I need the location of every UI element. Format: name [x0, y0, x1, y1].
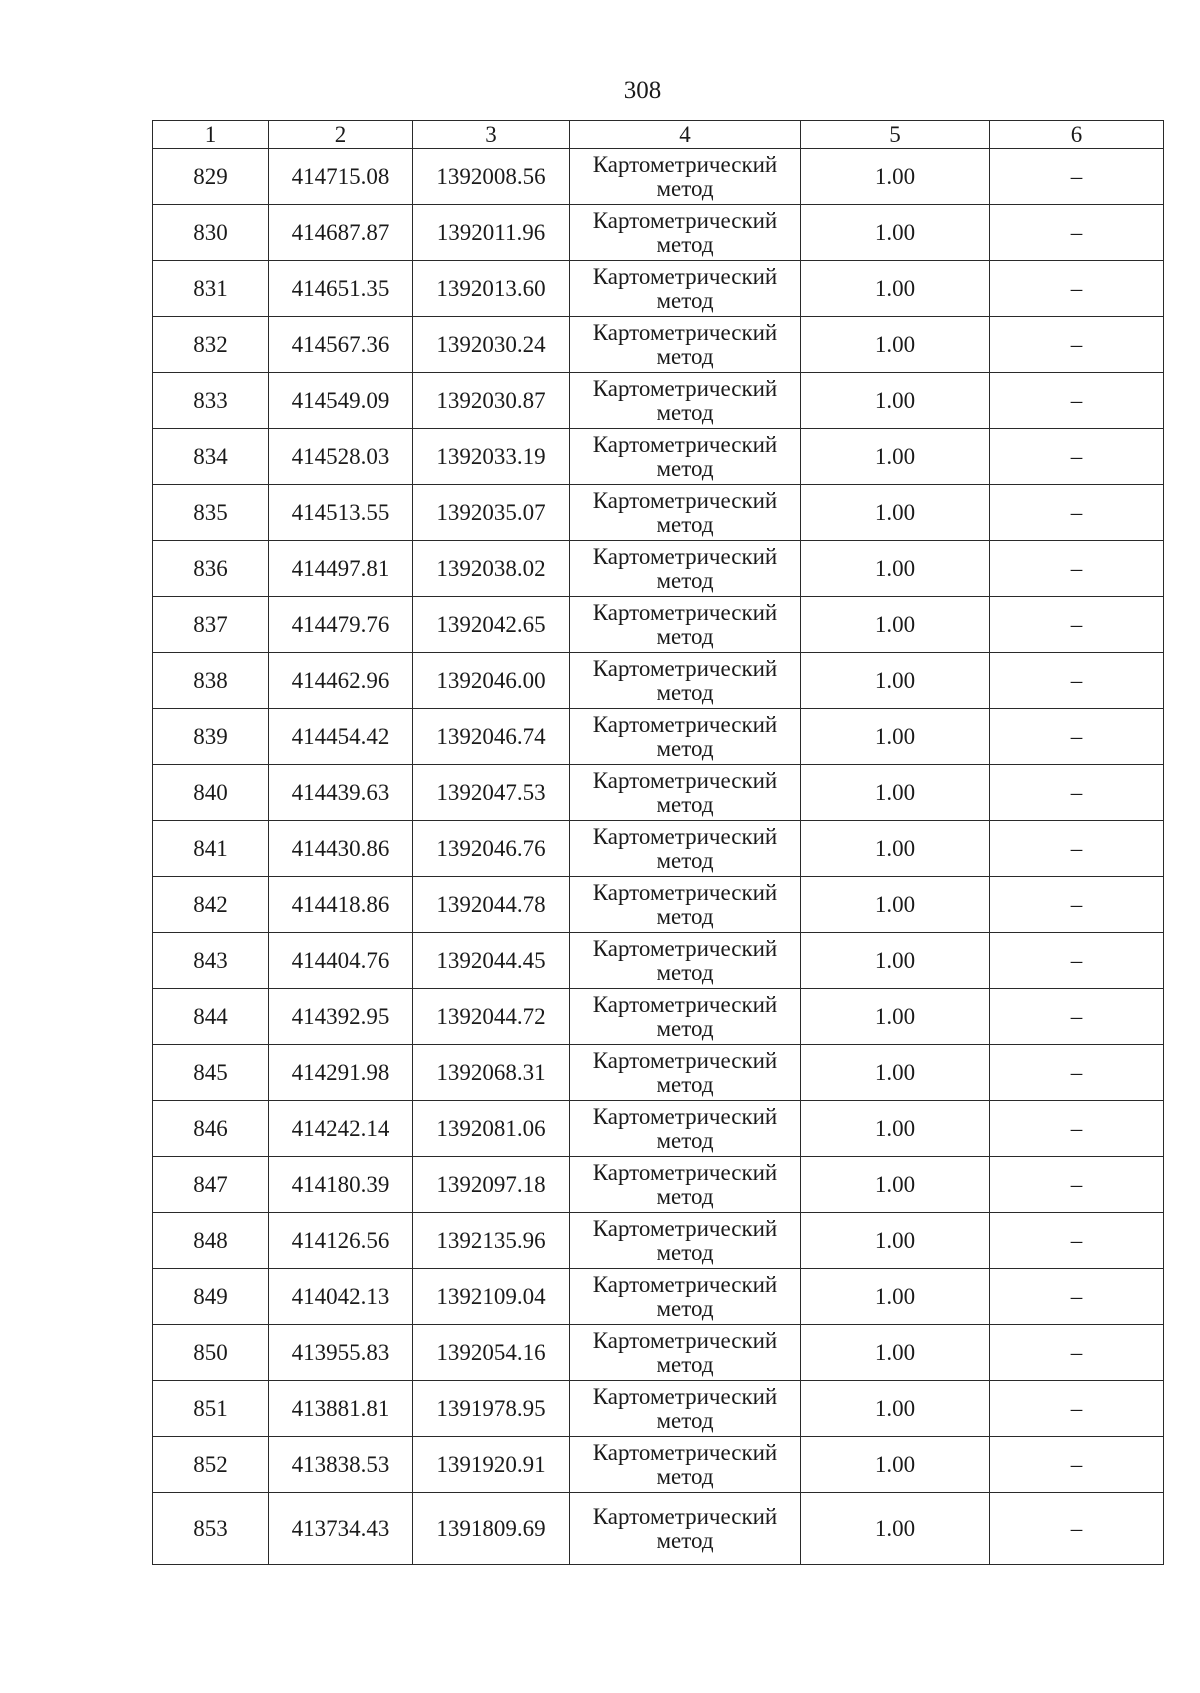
table-body [153, 149, 1164, 1565]
accuracy-cell: 1.00 [801, 1157, 990, 1213]
x-coordinate-cell: 414126.56 [269, 1213, 413, 1269]
method-cell [570, 1101, 801, 1157]
table-row [153, 261, 1164, 317]
note-cell: – [990, 1157, 1164, 1213]
method-line-1: Картометрический [592, 767, 778, 793]
method-cell [570, 205, 801, 261]
accuracy-cell: 1.00 [801, 317, 990, 373]
method-line-1: Картометрический [592, 319, 778, 345]
x-coordinate-cell: 414454.42 [269, 709, 413, 765]
method-line-2: метод [656, 847, 714, 873]
point-number-cell: 845 [153, 1045, 269, 1101]
x-coordinate-cell: 414418.86 [269, 877, 413, 933]
table-row [153, 373, 1164, 429]
point-number-cell: 843 [153, 933, 269, 989]
table-row [153, 765, 1164, 821]
table-row [153, 709, 1164, 765]
note-cell: – [990, 1493, 1164, 1565]
y-coordinate-cell: 1392030.24 [413, 317, 570, 373]
y-coordinate-cell: 1392135.96 [413, 1213, 570, 1269]
column-header-3: 3 [413, 121, 570, 149]
y-coordinate-cell: 1391920.91 [413, 1437, 570, 1493]
accuracy-cell: 1.00 [801, 933, 990, 989]
point-number-cell: 848 [153, 1213, 269, 1269]
method-line-1: Картометрический [592, 935, 778, 961]
point-number-cell: 830 [153, 205, 269, 261]
accuracy-cell: 1.00 [801, 429, 990, 485]
accuracy-cell: 1.00 [801, 205, 990, 261]
table-row [153, 989, 1164, 1045]
accuracy-cell: 1.00 [801, 989, 990, 1045]
method-line-1: Картометрический [592, 655, 778, 681]
method-line-2: метод [656, 1015, 714, 1041]
x-coordinate-cell: 414567.36 [269, 317, 413, 373]
table-row [153, 877, 1164, 933]
table-row [153, 149, 1164, 205]
accuracy-cell: 1.00 [801, 1325, 990, 1381]
x-coordinate-cell: 413734.43 [269, 1493, 413, 1565]
note-cell: – [990, 765, 1164, 821]
point-number-cell: 851 [153, 1381, 269, 1437]
accuracy-cell: 1.00 [801, 821, 990, 877]
method-line-1: Картометрический [592, 1327, 778, 1353]
method-line-1: Картометрический [592, 991, 778, 1017]
accuracy-cell: 1.00 [801, 261, 990, 317]
header-row [153, 121, 1164, 149]
table-row [153, 821, 1164, 877]
y-coordinate-cell: 1392068.31 [413, 1045, 570, 1101]
table-row [153, 429, 1164, 485]
method-cell [570, 1437, 801, 1493]
note-cell: – [990, 429, 1164, 485]
x-coordinate-cell: 414430.86 [269, 821, 413, 877]
method-line-1: Картометрический [592, 1439, 778, 1465]
x-coordinate-cell: 414479.76 [269, 597, 413, 653]
method-line-1: Картометрический [592, 879, 778, 905]
note-cell: – [990, 1213, 1164, 1269]
column-header-1: 1 [153, 121, 269, 149]
method-line-1: Картометрический [592, 711, 778, 737]
x-coordinate-cell: 414180.39 [269, 1157, 413, 1213]
accuracy-cell: 1.00 [801, 1213, 990, 1269]
method-cell [570, 821, 801, 877]
note-cell: – [990, 485, 1164, 541]
y-coordinate-cell: 1392038.02 [413, 541, 570, 597]
x-coordinate-cell: 414291.98 [269, 1045, 413, 1101]
method-cell [570, 1269, 801, 1325]
y-coordinate-cell: 1392046.00 [413, 653, 570, 709]
method-line-2: метод [656, 791, 714, 817]
x-coordinate-cell: 414404.76 [269, 933, 413, 989]
y-coordinate-cell: 1392081.06 [413, 1101, 570, 1157]
point-number-cell: 831 [153, 261, 269, 317]
method-cell [570, 1157, 801, 1213]
x-coordinate-cell: 414042.13 [269, 1269, 413, 1325]
coordinates-table [152, 120, 1164, 1565]
x-coordinate-cell: 414715.08 [269, 149, 413, 205]
accuracy-cell: 1.00 [801, 597, 990, 653]
x-coordinate-cell: 414513.55 [269, 485, 413, 541]
method-cell [570, 149, 801, 205]
method-line-1: Картометрический [592, 207, 778, 233]
x-coordinate-cell: 413955.83 [269, 1325, 413, 1381]
accuracy-cell: 1.00 [801, 1269, 990, 1325]
table-row [153, 1213, 1164, 1269]
note-cell: – [990, 709, 1164, 765]
y-coordinate-cell: 1392008.56 [413, 149, 570, 205]
point-number-cell: 852 [153, 1437, 269, 1493]
method-line-1: Картометрический [592, 1215, 778, 1241]
point-number-cell: 844 [153, 989, 269, 1045]
note-cell: – [990, 1381, 1164, 1437]
method-line-1: Картометрический [592, 263, 778, 289]
method-line-2: метод [656, 175, 714, 201]
y-coordinate-cell: 1392109.04 [413, 1269, 570, 1325]
table-row [153, 1325, 1164, 1381]
note-cell: – [990, 317, 1164, 373]
method-line-2: метод [656, 1295, 714, 1321]
note-cell: – [990, 1045, 1164, 1101]
y-coordinate-cell: 1392046.74 [413, 709, 570, 765]
method-line-2: метод [656, 623, 714, 649]
method-cell [570, 261, 801, 317]
method-line-1: Картометрический [592, 823, 778, 849]
point-number-cell: 841 [153, 821, 269, 877]
method-line-1: Картометрический [592, 431, 778, 457]
accuracy-cell: 1.00 [801, 765, 990, 821]
method-line-1: Картометрический [592, 1271, 778, 1297]
column-header-2: 2 [269, 121, 413, 149]
y-coordinate-cell: 1392046.76 [413, 821, 570, 877]
method-cell [570, 989, 801, 1045]
method-line-2: метод [656, 1183, 714, 1209]
note-cell: – [990, 261, 1164, 317]
point-number-cell: 850 [153, 1325, 269, 1381]
accuracy-cell: 1.00 [801, 1045, 990, 1101]
table-row [153, 1045, 1164, 1101]
method-line-2: метод [656, 1351, 714, 1377]
note-cell: – [990, 1269, 1164, 1325]
point-number-cell: 853 [153, 1493, 269, 1565]
method-cell [570, 541, 801, 597]
method-line-2: метод [656, 1407, 714, 1433]
method-cell [570, 1381, 801, 1437]
table-row [153, 205, 1164, 261]
method-cell [570, 1325, 801, 1381]
note-cell: – [990, 989, 1164, 1045]
y-coordinate-cell: 1392033.19 [413, 429, 570, 485]
y-coordinate-cell: 1392042.65 [413, 597, 570, 653]
method-line-2: метод [656, 1071, 714, 1097]
method-cell [570, 709, 801, 765]
note-cell: – [990, 373, 1164, 429]
method-line-2: метод [656, 679, 714, 705]
method-line-1: Картометрический [592, 1159, 778, 1185]
table-row [153, 485, 1164, 541]
table-row [153, 653, 1164, 709]
table-header [153, 121, 1164, 149]
note-cell: – [990, 1101, 1164, 1157]
x-coordinate-cell: 413838.53 [269, 1437, 413, 1493]
x-coordinate-cell: 414242.14 [269, 1101, 413, 1157]
column-header-4: 4 [570, 121, 801, 149]
note-cell: – [990, 205, 1164, 261]
column-header-5: 5 [801, 121, 990, 149]
method-line-1: Картометрический [592, 1047, 778, 1073]
accuracy-cell: 1.00 [801, 149, 990, 205]
y-coordinate-cell: 1392054.16 [413, 1325, 570, 1381]
accuracy-cell: 1.00 [801, 709, 990, 765]
x-coordinate-cell: 414687.87 [269, 205, 413, 261]
x-coordinate-cell: 414528.03 [269, 429, 413, 485]
accuracy-cell: 1.00 [801, 1437, 990, 1493]
method-line-2: метод [656, 1239, 714, 1265]
point-number-cell: 849 [153, 1269, 269, 1325]
accuracy-cell: 1.00 [801, 541, 990, 597]
accuracy-cell: 1.00 [801, 373, 990, 429]
table-row [153, 933, 1164, 989]
method-cell [570, 653, 801, 709]
point-number-cell: 846 [153, 1101, 269, 1157]
note-cell: – [990, 541, 1164, 597]
method-line-2: метод [656, 287, 714, 313]
note-cell: – [990, 597, 1164, 653]
table-row [153, 1101, 1164, 1157]
point-number-cell: 847 [153, 1157, 269, 1213]
table-row [153, 317, 1164, 373]
method-line-2: метод [656, 1527, 714, 1553]
method-cell [570, 1493, 801, 1565]
method-line-1: Картометрический [592, 487, 778, 513]
x-coordinate-cell: 414439.63 [269, 765, 413, 821]
point-number-cell: 839 [153, 709, 269, 765]
note-cell: – [990, 877, 1164, 933]
method-line-1: Картометрический [592, 1383, 778, 1409]
y-coordinate-cell: 1391978.95 [413, 1381, 570, 1437]
point-number-cell: 832 [153, 317, 269, 373]
point-number-cell: 840 [153, 765, 269, 821]
table-row [153, 1493, 1164, 1565]
note-cell: – [990, 933, 1164, 989]
point-number-cell: 829 [153, 149, 269, 205]
method-line-2: метод [656, 959, 714, 985]
x-coordinate-cell: 414497.81 [269, 541, 413, 597]
y-coordinate-cell: 1392044.72 [413, 989, 570, 1045]
y-coordinate-cell: 1392044.78 [413, 877, 570, 933]
method-cell [570, 597, 801, 653]
table-row [153, 1269, 1164, 1325]
table-row [153, 541, 1164, 597]
y-coordinate-cell: 1392097.18 [413, 1157, 570, 1213]
method-cell [570, 765, 801, 821]
method-cell [570, 485, 801, 541]
point-number-cell: 835 [153, 485, 269, 541]
method-cell [570, 1045, 801, 1101]
method-line-2: метод [656, 455, 714, 481]
point-number-cell: 834 [153, 429, 269, 485]
accuracy-cell: 1.00 [801, 877, 990, 933]
point-number-cell: 836 [153, 541, 269, 597]
y-coordinate-cell: 1392030.87 [413, 373, 570, 429]
method-cell [570, 877, 801, 933]
table-row [153, 1381, 1164, 1437]
method-line-2: метод [656, 735, 714, 761]
method-line-2: метод [656, 231, 714, 257]
table-row [153, 1157, 1164, 1213]
x-coordinate-cell: 413881.81 [269, 1381, 413, 1437]
point-number-cell: 838 [153, 653, 269, 709]
point-number-cell: 837 [153, 597, 269, 653]
accuracy-cell: 1.00 [801, 1381, 990, 1437]
x-coordinate-cell: 414549.09 [269, 373, 413, 429]
method-cell [570, 373, 801, 429]
y-coordinate-cell: 1392011.96 [413, 205, 570, 261]
y-coordinate-cell: 1392013.60 [413, 261, 570, 317]
note-cell: – [990, 149, 1164, 205]
point-number-cell: 842 [153, 877, 269, 933]
table-row [153, 597, 1164, 653]
x-coordinate-cell: 414392.95 [269, 989, 413, 1045]
method-line-1: Картометрический [592, 1503, 778, 1529]
y-coordinate-cell: 1392035.07 [413, 485, 570, 541]
note-cell: – [990, 821, 1164, 877]
page-number: 308 [623, 77, 662, 104]
y-coordinate-cell: 1392044.45 [413, 933, 570, 989]
y-coordinate-cell: 1392047.53 [413, 765, 570, 821]
method-line-2: метод [656, 399, 714, 425]
method-line-2: метод [656, 903, 714, 929]
method-line-2: метод [656, 1463, 714, 1489]
point-number-cell: 833 [153, 373, 269, 429]
method-cell [570, 1213, 801, 1269]
table-row [153, 1437, 1164, 1493]
accuracy-cell: 1.00 [801, 653, 990, 709]
accuracy-cell: 1.00 [801, 1493, 990, 1565]
accuracy-cell: 1.00 [801, 1101, 990, 1157]
method-line-2: метод [656, 567, 714, 593]
method-line-1: Картометрический [592, 599, 778, 625]
x-coordinate-cell: 414651.35 [269, 261, 413, 317]
method-cell [570, 429, 801, 485]
method-cell [570, 317, 801, 373]
method-line-1: Картометрический [592, 151, 778, 177]
note-cell: – [990, 1325, 1164, 1381]
method-line-1: Картометрический [592, 375, 778, 401]
method-line-1: Картометрический [592, 1103, 778, 1129]
method-line-2: метод [656, 343, 714, 369]
column-header-6: 6 [990, 121, 1164, 149]
x-coordinate-cell: 414462.96 [269, 653, 413, 709]
method-line-2: метод [656, 1127, 714, 1153]
y-coordinate-cell: 1391809.69 [413, 1493, 570, 1565]
note-cell: – [990, 653, 1164, 709]
method-cell [570, 933, 801, 989]
method-line-2: метод [656, 511, 714, 537]
method-line-1: Картометрический [592, 543, 778, 569]
accuracy-cell: 1.00 [801, 485, 990, 541]
note-cell: – [990, 1437, 1164, 1493]
